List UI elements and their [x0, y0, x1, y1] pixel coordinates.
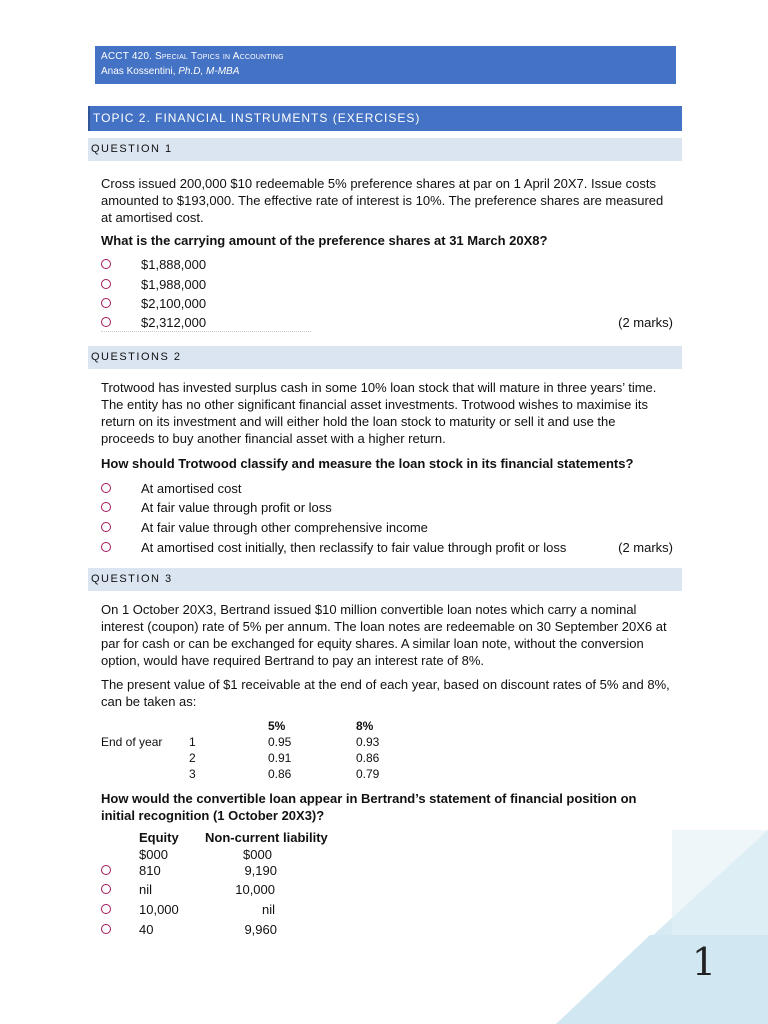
radio-icon[interactable] [101, 298, 111, 308]
radio-icon[interactable] [101, 317, 111, 327]
author-line [101, 66, 239, 77]
course-header [95, 46, 676, 84]
pv-year: 2 [189, 751, 196, 765]
question-2-option-d[interactable]: At amortised cost initially, then reclassify to fair value through profit or loss (2 marks) [101, 539, 673, 557]
question-1-heading: QUESTION 1 [88, 138, 682, 161]
answer-unit-ncl: $000 [243, 847, 272, 862]
radio-icon[interactable] [101, 904, 111, 914]
question-3-text-2: The present value of $1 receivable at the end of each year, based on discount rates of 5% and 8%, can be taken as: [101, 677, 670, 709]
question-1-marks: (2 marks) [618, 315, 673, 330]
answer-col-equity: Equity [139, 830, 179, 845]
answer-col-ncl: Non-current liability [205, 830, 328, 845]
question-1-option-d[interactable]: $2,312,000 (2 marks) [101, 314, 673, 332]
pv-year: 3 [189, 767, 196, 781]
question-3-text: On 1 October 20X3, Bertrand issued $10 million convertible loan notes which carry a nominal interest (coupon) rate of 5% per annum. The loan notes are redeemable on 30 September 20X6 at par for cash or can be exchanged for equity shares. A similar loan note, without the conversion option, would have required Bertrand to pay an interest rate of 8%. [101, 602, 667, 668]
pv-col-8: 8% [356, 719, 374, 733]
question-3-option-a[interactable]: 810 9,190 [101, 862, 673, 880]
pv-cell: 0.86 [356, 751, 380, 765]
question-1-option-b[interactable]: $1,988,000 [101, 276, 673, 294]
topic-title: TOPIC 2. FINANCIAL INSTRUMENTS (EXERCISES) [88, 106, 682, 131]
question-3-option-c[interactable]: 10,000 nil [101, 901, 673, 919]
radio-icon[interactable] [101, 502, 111, 512]
radio-icon[interactable] [101, 924, 111, 934]
question-2-text: Trotwood has invested surplus cash in some 10% loan stock that will mature in three years’ time. The entity has no other significant financial asset investments. Trotwood wishes to maximise its return on its investment and will either hold the loan stock to maturity or sell it and use the proceeds to buy another financial asset with a higher return. [101, 380, 657, 446]
pv-col-5: 5% [268, 719, 286, 733]
question-2-option-c[interactable]: At fair value through other comprehensive income [101, 519, 673, 537]
question-2-marks: (2 marks) [618, 540, 673, 555]
pv-cell: 0.79 [356, 767, 380, 781]
pv-cell: 0.91 [268, 751, 292, 765]
question-1-prompt: What is the carrying amount of the preference shares at 31 March 20X8? [101, 233, 548, 248]
radio-icon[interactable] [101, 279, 111, 289]
course-title: ACCT 420. Special Topics in Accounting [101, 51, 284, 62]
pv-year: 1 [189, 735, 196, 749]
pv-cell: 0.93 [356, 735, 380, 749]
question-3-prompt: How would the convertible loan appear in Bertrand’s statement of financial position on initial recognition (1 October 20X3)? [101, 791, 637, 823]
radio-icon[interactable] [101, 884, 111, 894]
answer-unit-equity: $000 [139, 847, 168, 862]
divider [101, 331, 311, 332]
radio-icon[interactable] [101, 259, 111, 269]
radio-icon[interactable] [101, 483, 111, 493]
question-1-option-c[interactable]: $2,100,000 [101, 295, 673, 313]
author-title: Ph.D, M-MBA [178, 66, 240, 77]
pv-cell: 0.86 [268, 767, 292, 781]
question-3-option-b[interactable]: nil 10,000 [101, 881, 673, 899]
question-1-text: Cross issued 200,000 $10 redeemable 5% preference shares at par on 1 April 20X7. Issue costs amounted to $193,000. The effective rate of interest is 10%. The preference shares are measured at amortised cost. [101, 176, 664, 225]
question-2-option-a[interactable]: At amortised cost [101, 480, 673, 498]
radio-icon[interactable] [101, 865, 111, 875]
pv-row-label: End of year [101, 735, 163, 749]
question-2-option-b[interactable]: At fair value through profit or loss [101, 499, 673, 517]
page-number: 1 [691, 940, 716, 984]
question-3-heading: QUESTION 3 [88, 568, 682, 591]
question-1-option-a[interactable]: $1,888,000 [101, 256, 673, 274]
radio-icon[interactable] [101, 522, 111, 532]
radio-icon[interactable] [101, 542, 111, 552]
author-name: Anas Kossentini, [101, 66, 179, 77]
pv-cell: 0.95 [268, 735, 292, 749]
question-2-prompt: How should Trotwood classify and measure the loan stock in its financial statements? [101, 456, 634, 471]
question-3-option-d[interactable]: 40 9,960 [101, 921, 673, 939]
question-2-heading: QUESTIONS 2 [88, 346, 682, 369]
